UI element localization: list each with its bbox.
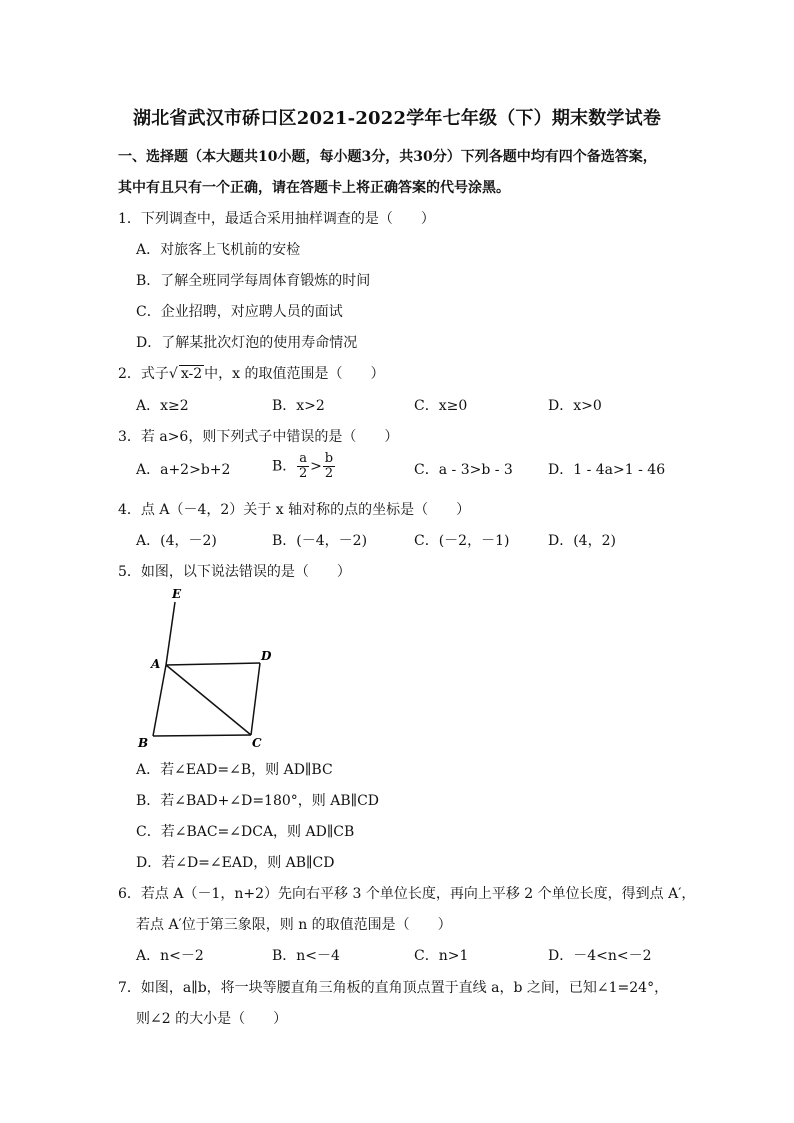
q2-option-b: B．x>2 [272, 398, 325, 414]
q1-option-d: D．了解某批次灯泡的使用寿命情况 [136, 335, 358, 351]
line-segment-ac [166, 665, 251, 735]
q4-options [136, 530, 696, 550]
greater-than-sign: > [310, 458, 322, 475]
q5-stem: 5．如图，以下说法错误的是（ ） [118, 564, 351, 580]
q2-option-d: D．x>0 [548, 398, 602, 414]
point-label-c: C [252, 736, 262, 750]
q3-stem: 3．若 a>6，则下列式子中错误的是（ ） [118, 429, 399, 445]
q2-option-c: C．x≥0 [414, 398, 468, 414]
point-label-b: B [138, 736, 149, 750]
q1-option-c: C．企业招聘，对应聘人员的面试 [136, 304, 343, 320]
q5-option-d: D．若∠D=∠EAD，则 AB∥CD [136, 855, 335, 871]
q2-stem [118, 363, 385, 383]
line-segment-ab [153, 665, 166, 736]
q5-option-c: C．若∠BAC=∠DCA，则 AD∥CB [136, 824, 355, 840]
q4-option-b: B．(－4，－2) [272, 533, 368, 549]
section-heading-line2: 其中有且只有一个正确，请在答题卡上将正确答案的代号涂黑。 [118, 180, 510, 196]
q3-options [136, 452, 696, 484]
fraction-a-over-2 [297, 452, 309, 481]
q4-stem: 4．点 A（－4，2）关于 x 轴对称的点的坐标是（ ） [118, 502, 471, 518]
q4-option-d: D．(4，2) [548, 533, 616, 549]
q6-stem-line2: 若点 A′位于第三象限，则 n 的取值范围是（ ） [136, 917, 452, 933]
line-segment-ad [166, 663, 260, 665]
q6-option-a: A．n<－2 [136, 948, 204, 964]
fraction-denominator: 2 [299, 466, 308, 481]
fraction-denominator: 2 [324, 466, 334, 481]
fraction-numerator: a [299, 451, 308, 466]
q6-stem-line1: 6．若点 A（－1，n+2）先向右平移 3 个单位长度，再向上平移 2 个单位长度，得到点 A′， [118, 886, 696, 902]
q3-option-a: A．a+2>b+2 [136, 462, 231, 478]
q6-option-c: C．n>1 [414, 948, 469, 964]
q2-option-a: A．x≥2 [136, 398, 189, 414]
q2-stem-suffix: 中，x 的取值范围是（ ） [204, 366, 385, 382]
q6-option-b: B．n<－4 [272, 948, 340, 964]
line-segment-ae [166, 602, 175, 665]
q3-option-b-prefix: B． [272, 458, 297, 475]
q6-options [136, 945, 696, 965]
line-segment-bc [153, 735, 251, 736]
fraction-numerator: b [324, 451, 334, 466]
page-title: 湖北省武汉市硚口区2021-2022学年七年级（下）期末数学试卷 [132, 108, 662, 129]
fraction-b-over-2 [323, 452, 335, 481]
q3-option-d: D．1 - 4a>1 - 46 [548, 462, 666, 478]
point-label-e: E [172, 587, 182, 601]
q5-option-b: B．若∠BAD+∠D=180°，则 AB∥CD [136, 793, 380, 809]
q7-stem-line1: 7．如图，a∥b，将一块等腰直角三角板的直角顶点置于直线 a，b 之间，已知∠1=24°， [118, 980, 669, 996]
q2-options [136, 395, 696, 415]
q3-option-b [272, 452, 336, 481]
q4-option-a: A．(4，－2) [136, 533, 217, 549]
q1-option-b: B．了解全班同学每周体育锻炼的时间 [136, 273, 371, 289]
q2-stem-prefix: 2．式子 [118, 366, 169, 382]
q7-stem-line2: 则∠2 的大小是（ ） [136, 1011, 288, 1027]
q2-radicand: x-2 [180, 366, 203, 382]
q6-option-d: D．－4<n<－2 [548, 948, 652, 964]
q5-option-a: A．若∠EAD=∠B，则 AD∥BC [136, 762, 333, 778]
q1-option-a: A．对旅客上飞机前的安检 [136, 242, 301, 258]
q4-option-c: C．(－2，－1) [414, 533, 510, 549]
line-segment-dc [251, 663, 260, 735]
point-label-a: A [151, 657, 161, 671]
point-label-d: D [261, 649, 272, 663]
q3-option-c: C．a - 3>b - 3 [414, 462, 513, 478]
section-heading-line1: 一、选择题（本大题共10小题，每小题3分，共30分）下列各题中均有四个备选答案， [118, 149, 657, 165]
sqrt-sign-icon: √ [168, 366, 178, 382]
q1-stem: 1．下列调查中，最适合采用抽样调查的是（ ） [118, 211, 435, 227]
q5-geometry-figure [130, 584, 280, 752]
